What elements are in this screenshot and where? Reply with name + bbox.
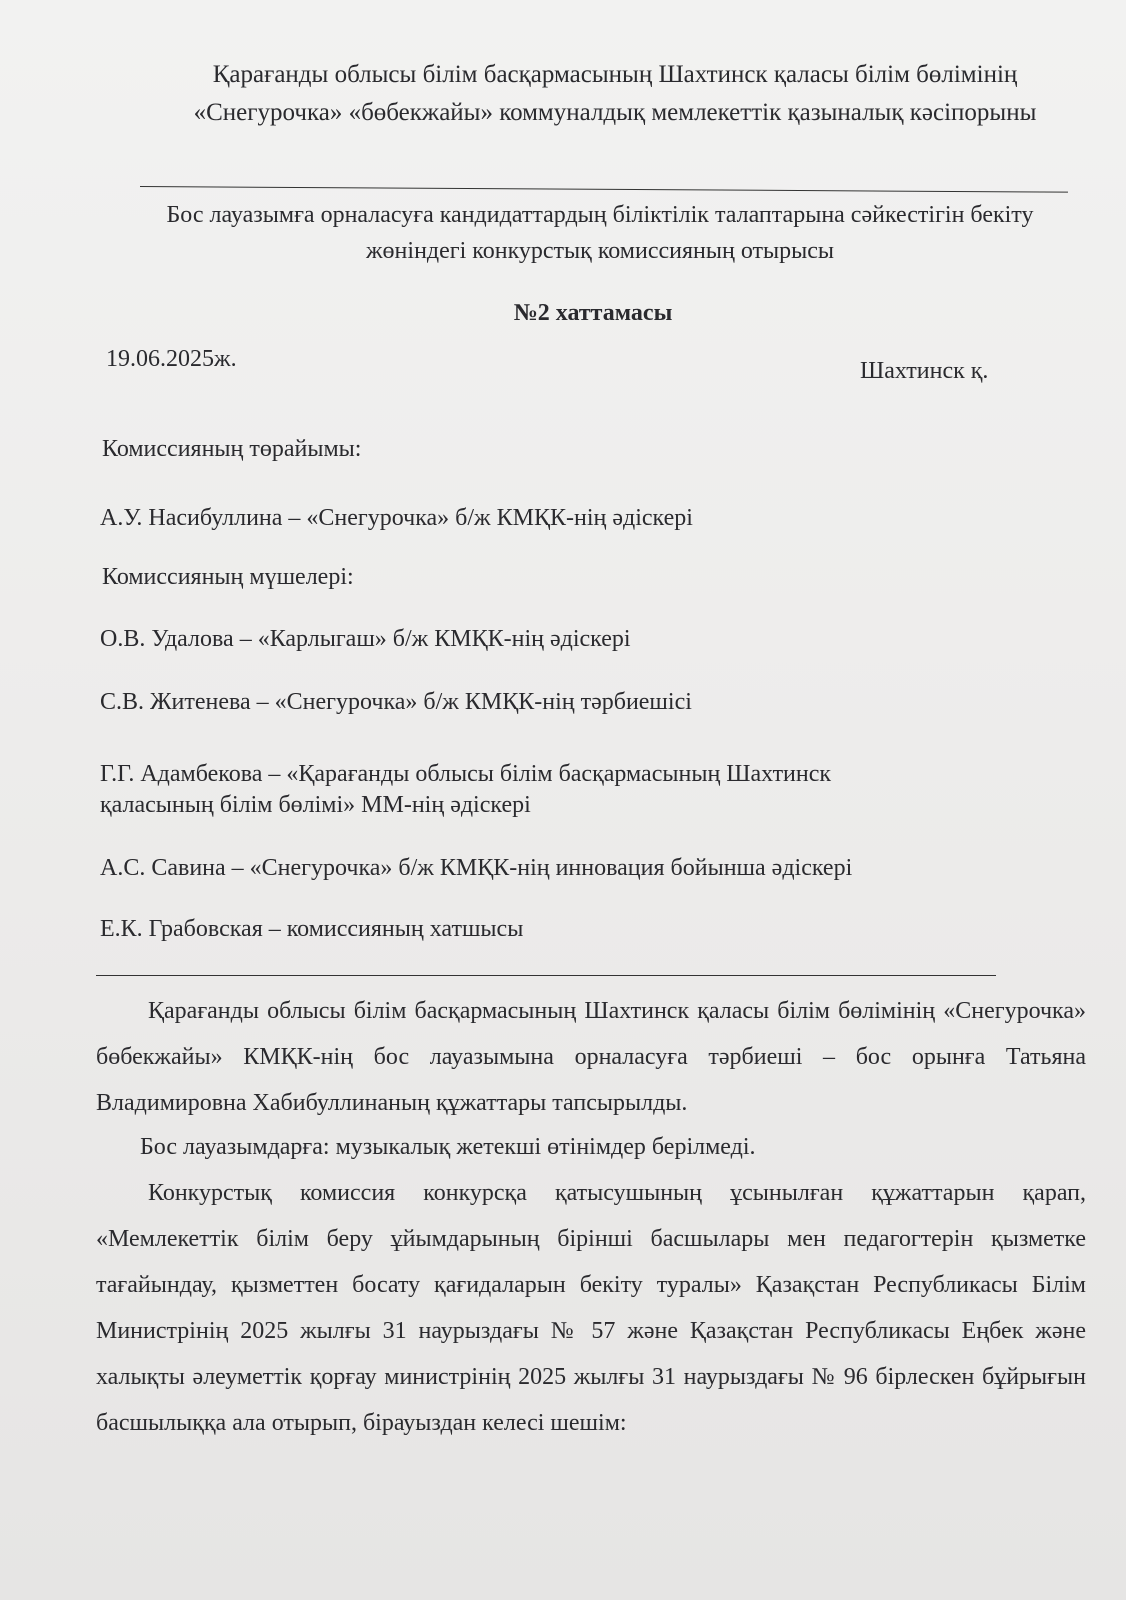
member-adambekova: Г.Г. Адамбекова – «Қарағанды облысы білім басқармасының Шахтинск (100, 761, 832, 787)
paragraph-documents-submitted: Қарағанды облысы білім басқармасының Шахтинск қаласы білім бөлімінің «Снегурочка» бөбекжайы» КМҚК-нің бос лауазымына орналасуға тәрбиеші – бос орынға Татьяна Владимировна Хабибуллинаның құжаттары тапсырылды. (96, 998, 1086, 1116)
member-savina: А.С. Савина – «Снегурочка» б/ж КМҚК-нің инновация бойынша әдіскері (100, 855, 853, 881)
paragraph-no-applications: Бос лауазымдарға: музыкалық жетекші өтінімдер берілмеді. (140, 1134, 756, 1160)
chair-label: Комиссияның төрайымы: (102, 436, 362, 462)
member-adambekova-continued: қаласының білім бөлімі» ММ-нің әдіскері (100, 792, 531, 818)
organization-header: Қарағанды облысы білім басқармасының Шахтинск қаласы білім бөлімінің «Снегурочка» «бөбекжайы» коммуналдық мемлекеттік қазыналық кәсіпорыны (193, 61, 1037, 126)
protocol-date: 19.06.2025ж. (106, 346, 237, 372)
member-zhiteneva: С.В. Житенева – «Снегурочка» б/ж КМҚК-нің тәрбиешісі (100, 689, 692, 715)
protocol-city: Шахтинск қ. (860, 358, 989, 384)
header-divider (140, 186, 1068, 193)
session-title: Бос лауазымға орналасуға кандидаттардың біліктілік талаптарына сәйкестігін бекіту жөніндегі конкурстық комиссияның отырысы (166, 202, 1034, 264)
member-grabovskaya: Е.К. Грабовская – комиссияның хатшысы (100, 916, 524, 942)
protocol-title: №2 хаттамасы (513, 300, 673, 326)
commission-chair: А.У. Насибуллина – «Снегурочка» б/ж КМҚК-нің әдіскері (100, 505, 693, 531)
paragraph-commission-decision: Конкурстық комиссия конкурсқа қатысушының ұсынылған құжаттарын қарап, «Мемлекеттік білім беру ұйымдарының бірінші басшылары мен педагогтерін қызметке тағайындау, қызметтен босату қағидаларын бекіту туралы» Қазақстан Республикасы Білім Министрінің 2025 жылғы 31 наурыздағы № 57 және Қазақстан Республикасы Еңбек және халықты әлеуметтік қорғау министрінің 2025 жылғы 31 наурыздағы № 96 бірлескен бұйрығын басшылыққа ала отырып, бірауыздан келесі шешім: (96, 1180, 1086, 1436)
member-udalova: О.В. Удалова – «Карлыгаш» б/ж КМҚК-нің әдіскері (100, 626, 631, 652)
members-label: Комиссияның мүшелері: (102, 564, 354, 590)
section-divider (96, 975, 996, 976)
